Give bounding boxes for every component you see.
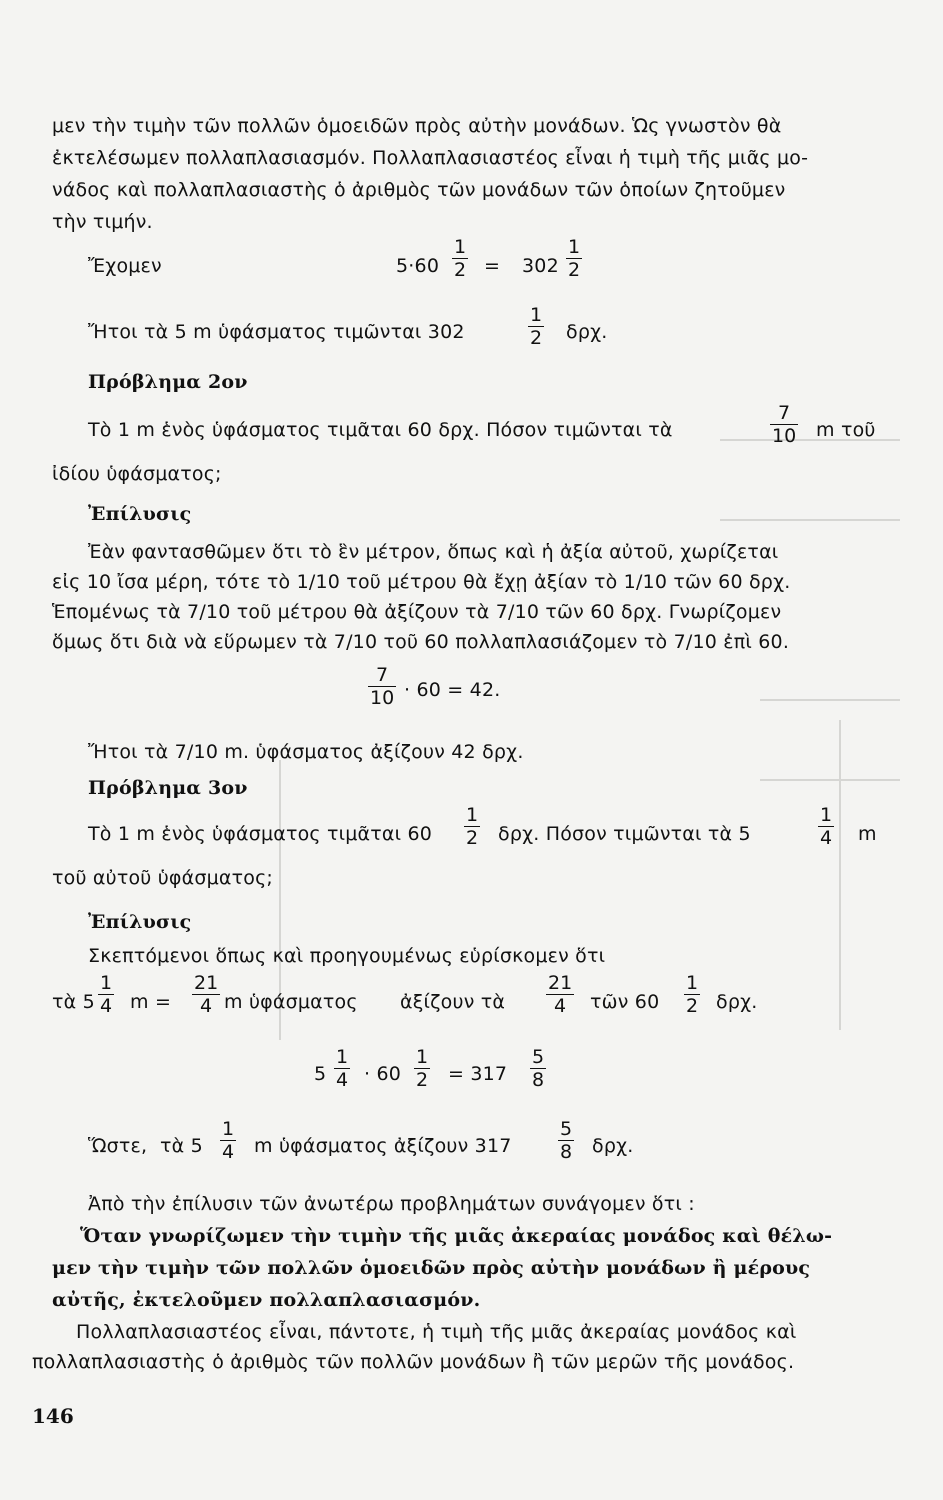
text-line: m τοῦ xyxy=(816,419,876,441)
denominator: 2 xyxy=(530,327,543,349)
numerator: 1 xyxy=(568,236,581,258)
equation-term: 5·60 xyxy=(396,255,440,277)
unit-label: δρχ. xyxy=(566,321,608,343)
text-line: Τὸ 1 m ἑνὸς ὑφάσματος τιμᾶται 60 xyxy=(88,823,433,845)
text-line: ἰδίου ὑφάσματος; xyxy=(52,463,222,485)
equation-term: · 60 = 42. xyxy=(404,679,501,701)
equation-term: 302 xyxy=(522,255,559,277)
section-heading: Πρόβλημα 2ον xyxy=(88,371,248,393)
denominator: 2 xyxy=(568,259,581,281)
text-line: δρχ. Πόσον τιμῶνται τὰ 5 xyxy=(498,823,751,845)
text-line: τοῦ αὐτοῦ ὑφάσματος; xyxy=(52,867,274,889)
text-line: τὴν τιμήν. xyxy=(52,211,153,233)
numerator: 1 xyxy=(100,972,113,994)
numerator: 1 xyxy=(222,1118,235,1140)
numerator: 1 xyxy=(466,804,479,826)
equation-term: = 317 xyxy=(448,1063,508,1085)
denominator: 10 xyxy=(772,425,797,447)
text-line: m xyxy=(858,823,877,845)
denominator: 2 xyxy=(416,1069,429,1091)
numerator: 7 xyxy=(778,402,791,424)
fraction xyxy=(98,972,114,1017)
fraction xyxy=(770,402,798,447)
equation-term: · 60 xyxy=(364,1063,402,1085)
equation-term: τῶν 60 xyxy=(590,991,660,1013)
fraction xyxy=(464,804,480,849)
fraction xyxy=(546,972,574,1017)
text-line: Τὸ 1 m ἑνὸς ὑφάσματος τιμᾶται 60 δρχ. Πόσον τιμῶνται τὰ xyxy=(88,419,673,441)
text-line: Ἑπομένως τὰ 7/10 τοῦ μέτρου θὰ ἀξίζουν τὰ 7/10 τῶν 60 δρχ. Γνωρίζομεν xyxy=(52,601,782,623)
section-heading: Πρόβλημα 3ον xyxy=(88,777,248,799)
fraction xyxy=(220,1118,236,1163)
fraction xyxy=(368,664,396,709)
fraction xyxy=(452,236,468,281)
denominator: 4 xyxy=(222,1141,235,1163)
numerator: 21 xyxy=(548,972,573,994)
fraction xyxy=(566,236,582,281)
numerator: 1 xyxy=(454,236,467,258)
fraction xyxy=(414,1046,430,1091)
numerator: 21 xyxy=(194,972,219,994)
text-line: Πολλαπλασιαστέος εἶναι, πάντοτε, ἡ τιμὴ τῆς μιᾶς ἀκεραίας μονάδος καὶ xyxy=(76,1321,797,1343)
section-heading: Ἐπίλυσις xyxy=(88,503,192,525)
unit-label: δρχ. xyxy=(592,1135,634,1157)
denominator: 4 xyxy=(554,995,567,1017)
text-line: Σκεπτόμενοι ὅπως καὶ προηγουμένως εὑρίσκομεν ὅτι xyxy=(88,945,606,967)
fraction xyxy=(530,1046,546,1091)
text-line: πολλαπλασιαστὴς ὁ ἀριθμὸς τῶν πολλῶν μονάδων ἢ τῶν μερῶν τῆς μονάδος. xyxy=(32,1351,795,1373)
numerator: 1 xyxy=(336,1046,349,1068)
numerator: 1 xyxy=(686,972,699,994)
numerator: 1 xyxy=(530,304,543,326)
fraction xyxy=(684,972,700,1017)
denominator: 8 xyxy=(560,1141,573,1163)
text-line: νάδος καὶ πολλαπλασιαστὴς ὁ ἀριθμὸς τῶν μονάδων τῶν ὁποίων ζητοῦμεν xyxy=(52,179,786,201)
denominator: 4 xyxy=(200,995,213,1017)
unit-label: δρχ. xyxy=(716,991,758,1013)
fraction xyxy=(192,972,220,1017)
text-line: ἐκτελέσωμεν πολλαπλασιασμόν. Πολλαπλασιαστέος εἶναι ἡ τιμὴ τῆς μιᾶς μο- xyxy=(52,147,809,169)
text-line: ὅμως ὅτι διὰ νὰ εὕρωμεν τὰ 7/10 τοῦ 60 πολλαπλασιάζομεν τὸ 7/10 ἐπὶ 60. xyxy=(52,631,790,653)
result-line: Ἤτοι τὰ 5 m ὑφάσματος τιμῶνται 302 xyxy=(88,321,465,343)
fraction xyxy=(558,1118,574,1163)
denominator: 8 xyxy=(532,1069,545,1091)
denominator: 2 xyxy=(466,827,479,849)
denominator: 4 xyxy=(820,827,833,849)
equation-term: τὰ 5 xyxy=(52,991,95,1013)
denominator: 2 xyxy=(454,259,467,281)
rule-line: μεν τὴν τιμὴν τῶν πολλῶν ὁμοειδῶν πρὸς αὐτὴν μονάδων ἢ μέρους xyxy=(52,1257,811,1279)
text-line: εἰς 10 ἴσα μέρη, τότε τὸ 1/10 τοῦ μέτρου θὰ ἔχῃ ἀξίαν τὸ 1/10 τῶν 60 δρχ. xyxy=(52,571,791,593)
numerator: 7 xyxy=(376,664,389,686)
denominator: 4 xyxy=(336,1069,349,1091)
text-line: μεν τὴν τιμὴν τῶν πολλῶν ὁμοειδῶν πρὸς αὐτὴν μονάδων. Ὡς γνωστὸν θὰ xyxy=(52,115,782,137)
denominator: 4 xyxy=(100,995,113,1017)
numerator: 1 xyxy=(820,804,833,826)
rule-line: Ὅταν γνωρίζωμεν τὴν τιμὴν τῆς μιᾶς ἀκεραίας μονάδος καὶ θέλω- xyxy=(80,1225,833,1247)
numerator: 5 xyxy=(560,1118,573,1140)
result-line: Ἤτοι τὰ 7/10 m. ὑφάσματος ἀξίζουν 42 δρχ. xyxy=(88,741,524,763)
equation-label: Ἔχομεν xyxy=(88,255,162,277)
section-heading: Ἐπίλυσις xyxy=(88,911,192,933)
equation-term: τὰ 5 xyxy=(160,1135,203,1157)
equals-sign: = xyxy=(484,255,501,277)
numerator: 5 xyxy=(532,1046,545,1068)
page-number: 146 xyxy=(32,1404,74,1428)
equation-term: 5 xyxy=(314,1063,327,1085)
text-line: Ἀπὸ τὴν ἐπίλυσιν τῶν ἀνωτέρω προβλημάτων συνάγομεν ὅτι : xyxy=(88,1193,695,1215)
equation-term: m ὑφάσματος ἀξίζουν 317 xyxy=(254,1135,512,1157)
rule-line: αὐτῆς, ἐκτελοῦμεν πολλαπλασιασμόν. xyxy=(52,1289,481,1311)
fraction xyxy=(818,804,834,849)
equation-term: ἀξίζουν τὰ xyxy=(400,991,506,1013)
fraction xyxy=(334,1046,350,1091)
equation-term: m = xyxy=(130,991,172,1013)
equation-term: Ὥστε, xyxy=(88,1135,148,1157)
denominator: 2 xyxy=(686,995,699,1017)
denominator: 10 xyxy=(370,687,395,709)
equation-term: m ὑφάσματος xyxy=(224,991,358,1013)
fraction xyxy=(528,304,544,349)
numerator: 1 xyxy=(416,1046,429,1068)
text-line: Ἐὰν φαντασθῶμεν ὅτι τὸ ἓν μέτρον, ὅπως καὶ ἡ ἀξία αὐτοῦ, χωρίζεται xyxy=(88,541,779,563)
